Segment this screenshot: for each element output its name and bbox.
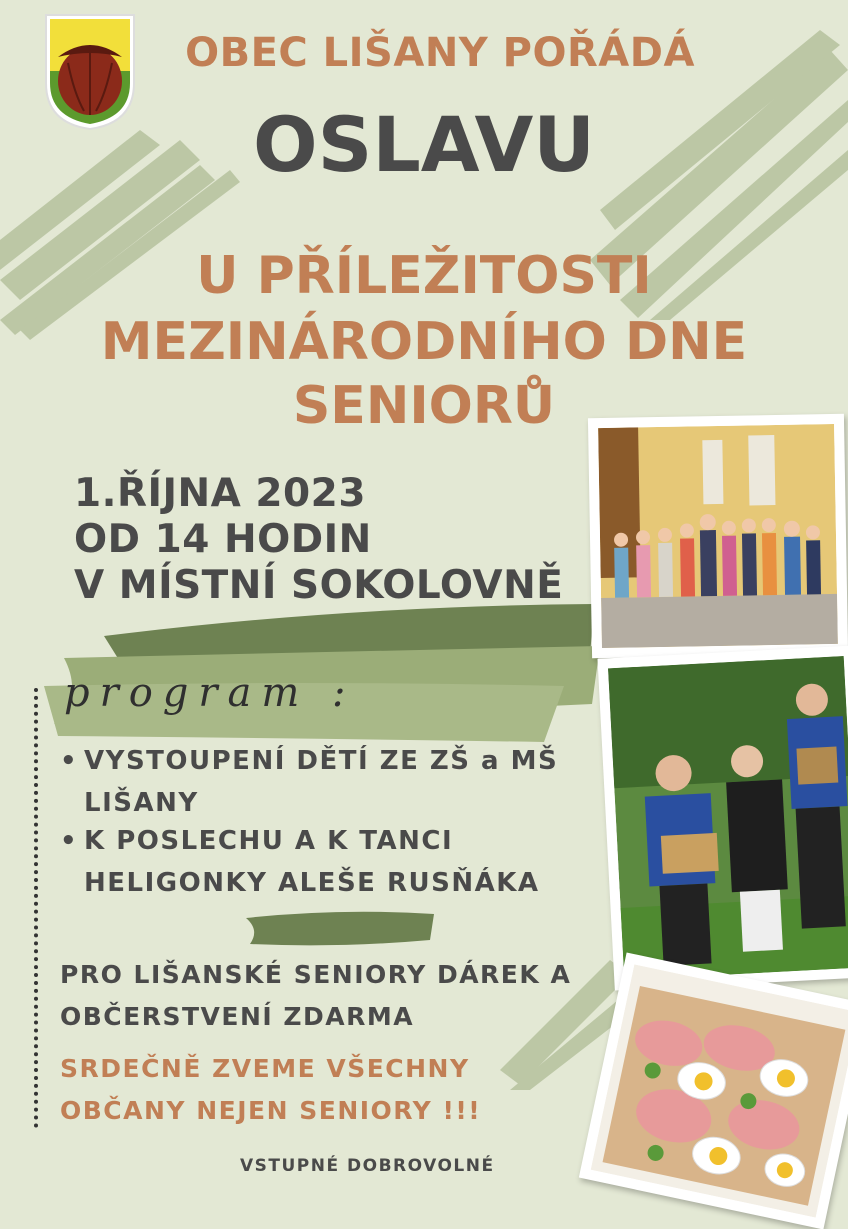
organizer-heading: OBEC LIŠANY POŘÁDÁ — [185, 30, 695, 76]
program-item-1: • VYSTOUPENÍ DĚTÍ ZE ZŠ a MŠ LIŠANY — [60, 746, 559, 818]
gift-text: PRO LIŠANSKÉ SENIORY DÁREK A OBČERSTVENÍ ZDARMA — [60, 960, 572, 1031]
small-brush-stroke — [240, 904, 440, 950]
photo-accordion-players — [597, 646, 848, 991]
program-heading: program : — [64, 670, 356, 716]
photo-open-sandwiches — [579, 953, 848, 1229]
event-place: V MÍSTNÍ SOKOLOVNĚ — [74, 563, 564, 608]
occasion-line-1: U PŘÍLEŽITOSTI — [196, 246, 652, 306]
dotted-divider — [34, 688, 38, 1128]
occasion-line-3: SENIORŮ — [292, 376, 556, 436]
program-item-2: • K POSLECHU A K TANCI HELIGONKY ALEŠE RUSŇÁKA — [60, 826, 540, 898]
event-date: 1.ŘÍJNA 2023 — [74, 471, 366, 516]
main-title: OSLAVU — [253, 100, 595, 189]
occasion-line-2: MEZINÁRODNÍHO DNE — [100, 312, 748, 372]
event-time: OD 14 HODIN — [74, 517, 372, 562]
admission-note: VSTUPNÉ DOBROVOLNÉ — [240, 1156, 495, 1176]
invite-text: SRDEČNĚ ZVEME VŠECHNY OBČANY NEJEN SENIORY !!! — [60, 1054, 482, 1125]
photo-children-performance — [588, 414, 848, 658]
